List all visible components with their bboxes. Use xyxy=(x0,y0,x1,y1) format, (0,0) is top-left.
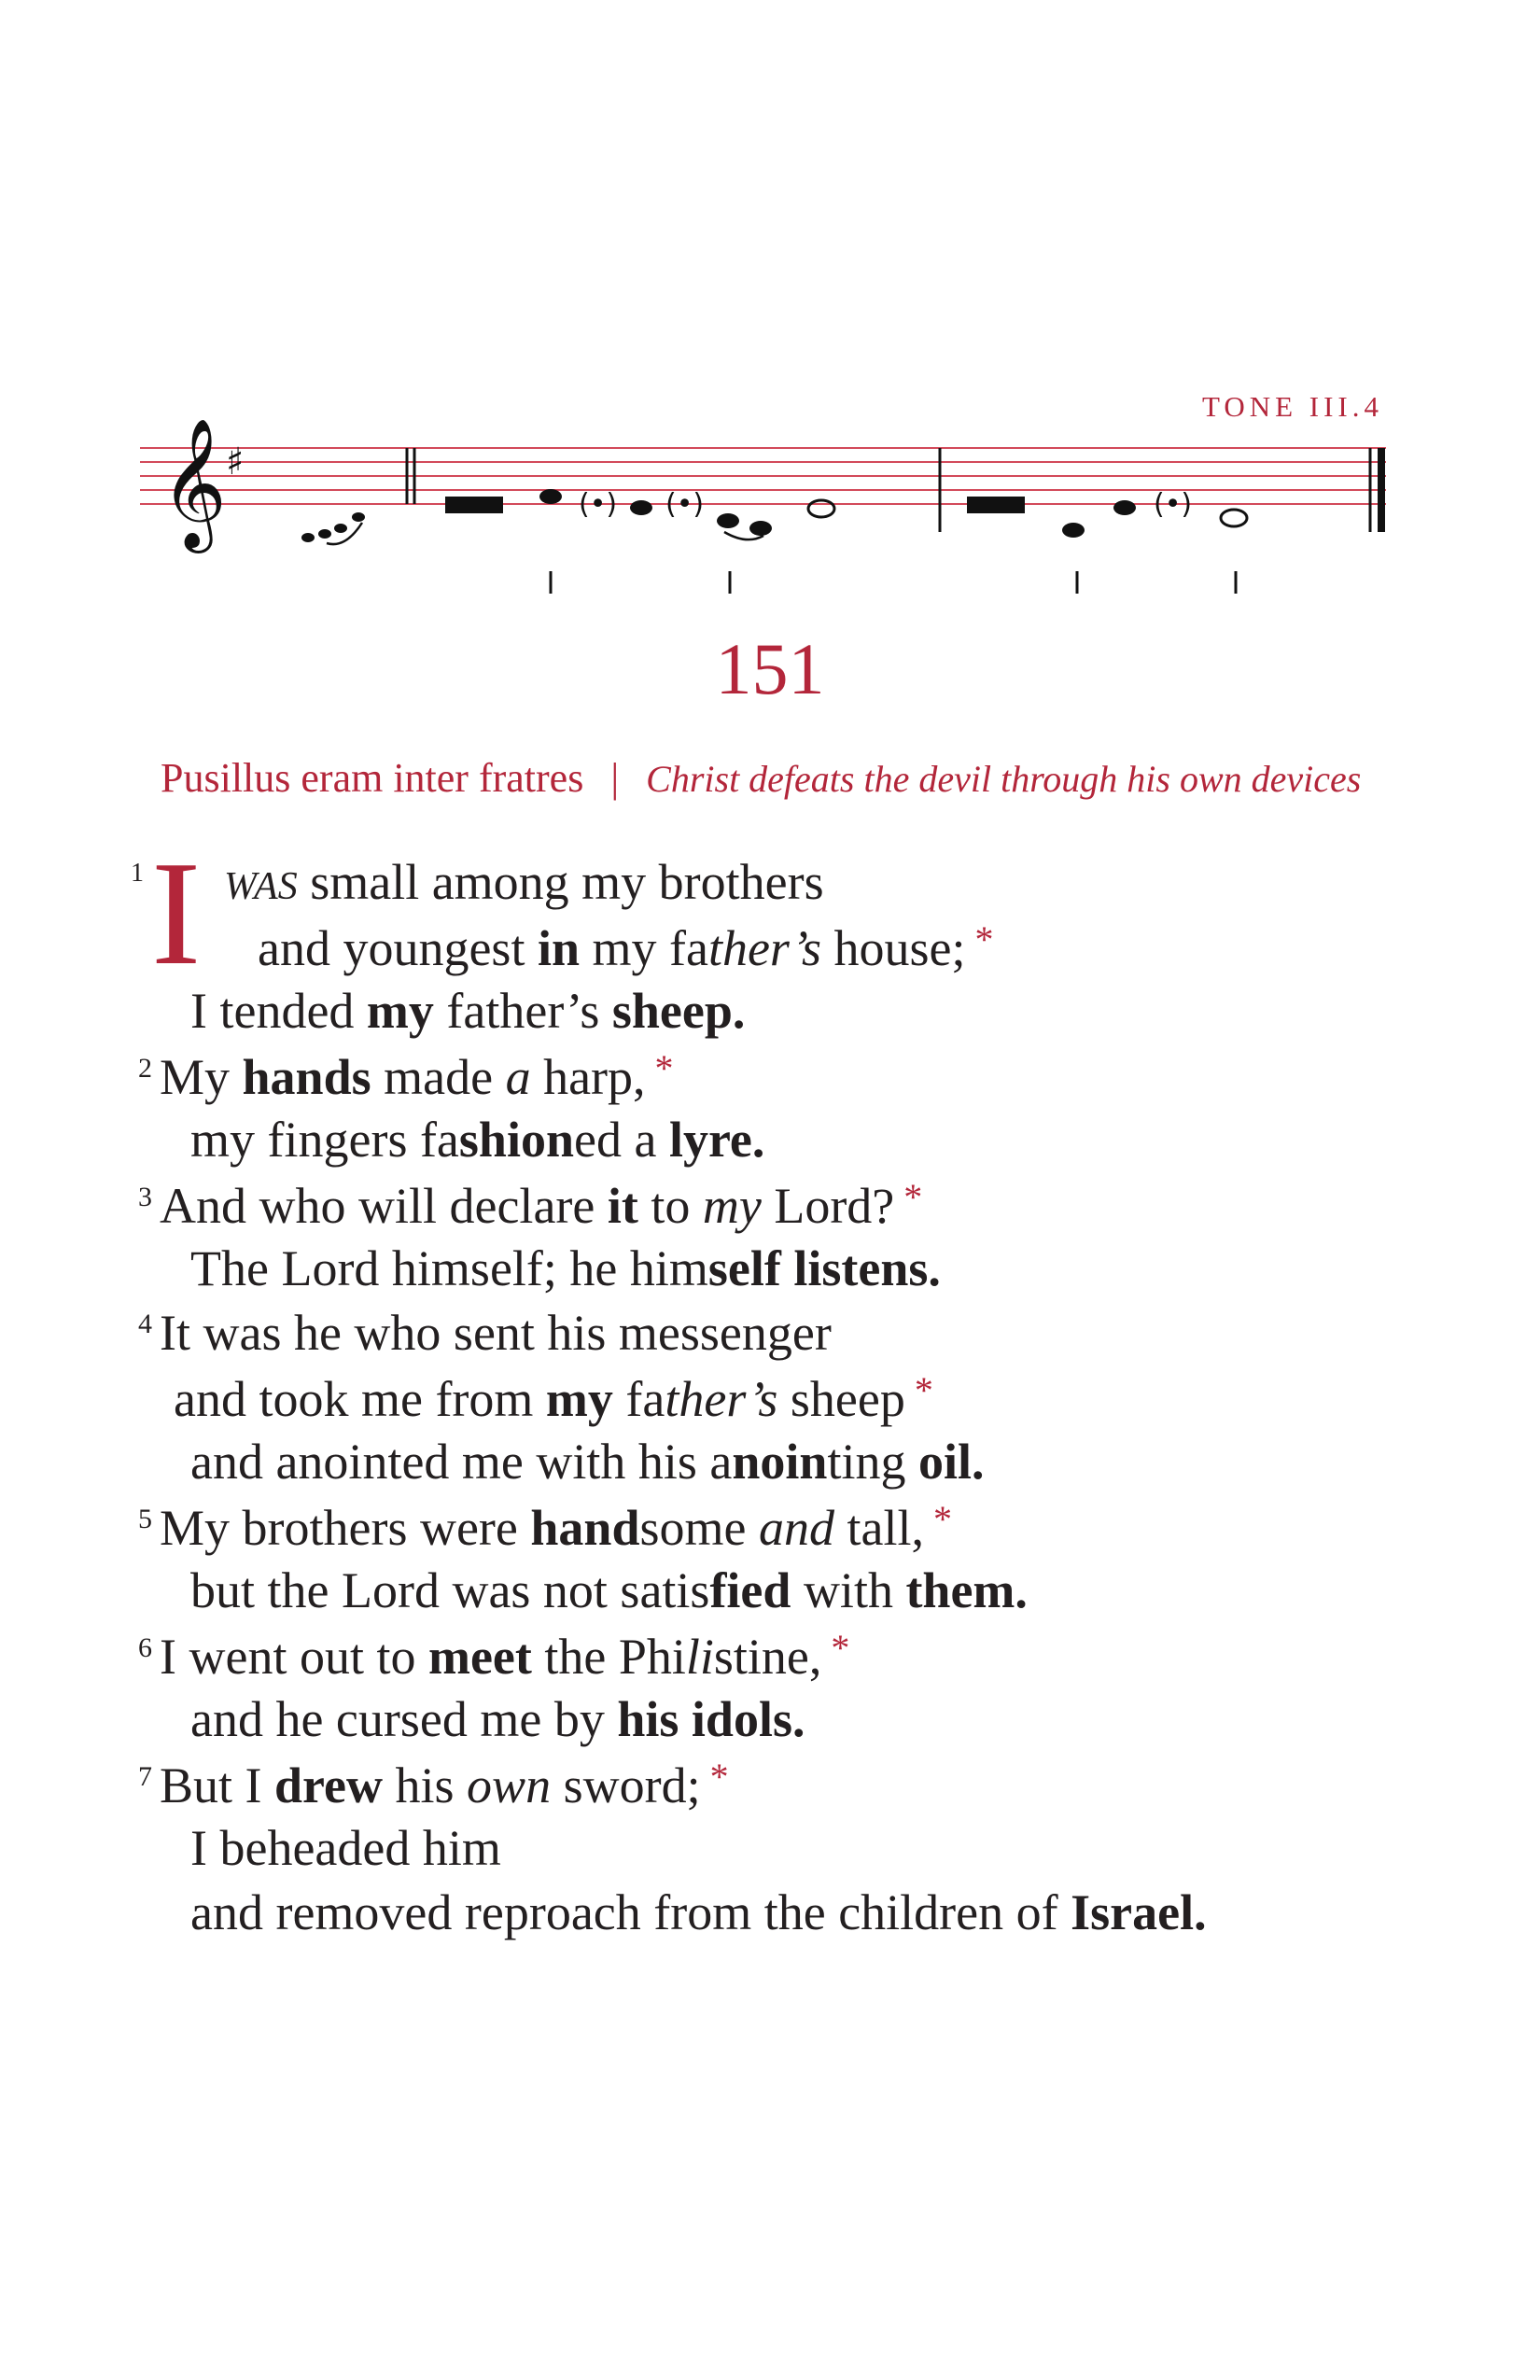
verse-text: lyre. xyxy=(668,1112,765,1168)
asterisk-mark: * xyxy=(914,1369,933,1411)
verse-text: The Lord himself; he him xyxy=(190,1240,708,1296)
asterisk-mark: * xyxy=(974,918,994,960)
asterisk-mark: * xyxy=(903,1176,923,1218)
verse-text: and removed reproach from the children of xyxy=(190,1884,1071,1940)
psalm-number: 151 xyxy=(715,628,825,709)
drop-cap: I xyxy=(151,830,202,996)
verse-line xyxy=(190,1820,501,1876)
verse-text: Israel. xyxy=(1071,1884,1207,1940)
verse-text: and took me from xyxy=(174,1371,546,1427)
verse-text: sheep. xyxy=(611,983,746,1039)
verse-text: WAS xyxy=(224,865,298,908)
verse-text: I tended xyxy=(190,983,367,1039)
verse-text: and youngest xyxy=(258,920,538,976)
verse-line xyxy=(174,1369,933,1427)
verse-text: and anointed me with his a xyxy=(190,1434,733,1490)
asterisk-mark: * xyxy=(932,1498,952,1540)
verse-text: Lord? xyxy=(761,1178,895,1234)
verse-text: My xyxy=(160,1049,243,1105)
verse-text: idols. xyxy=(691,1691,805,1747)
verse-text: to xyxy=(637,1178,703,1234)
antiphon-subtitle: Christ defeats the devil through his own devices xyxy=(646,758,1362,800)
verse-text: I beheaded him xyxy=(190,1820,501,1876)
verse-text: and xyxy=(759,1500,834,1556)
verse-text: ther’s xyxy=(707,920,821,976)
verse-line xyxy=(190,1434,985,1490)
verse-text: his xyxy=(383,1757,468,1813)
verse-text: hand xyxy=(530,1500,640,1556)
verse-number: 3 xyxy=(138,1182,152,1212)
verse-text: my xyxy=(545,1371,613,1427)
verse-text: noin xyxy=(732,1434,828,1490)
verse-text: a xyxy=(505,1049,531,1105)
verse-number: 6 xyxy=(138,1632,152,1663)
verse-text: self xyxy=(707,1240,781,1296)
verse-text: My brothers were xyxy=(160,1500,531,1556)
verse-text: tall, xyxy=(834,1500,924,1556)
verse-text: but the Lord was not satis xyxy=(190,1562,710,1618)
verse-text: my fingers fa xyxy=(190,1112,459,1168)
verse-line xyxy=(138,1498,952,1556)
verse-text: small among my brothers xyxy=(297,854,824,910)
antiphon-header xyxy=(161,754,1383,802)
verse-number: 4 xyxy=(138,1309,152,1339)
verse-text: I went out to xyxy=(160,1629,428,1685)
verse-line xyxy=(138,1047,674,1105)
verse-text: own xyxy=(467,1757,552,1813)
antiphon-separator: | xyxy=(610,755,620,801)
verse-text: my xyxy=(702,1178,762,1234)
verse-number: 2 xyxy=(138,1053,152,1084)
verse-text: it xyxy=(607,1178,638,1234)
verse-line xyxy=(190,1240,941,1296)
svg-text:(•): (•) xyxy=(1154,488,1193,521)
verse-line xyxy=(190,1691,805,1747)
verse-text: It was he who sent his messenger xyxy=(160,1305,832,1361)
verse-text: sword; xyxy=(551,1757,701,1813)
verse-text: some xyxy=(639,1500,759,1556)
verse-text: with xyxy=(791,1562,906,1618)
verse-line xyxy=(138,1758,729,1811)
verse-text: meet xyxy=(427,1629,532,1685)
verse-line xyxy=(138,1627,850,1685)
asterisk-mark: * xyxy=(709,1756,729,1798)
verse-line xyxy=(190,1112,765,1168)
verse-text: ed a xyxy=(574,1112,669,1168)
verse-text: father’s xyxy=(433,983,612,1039)
sharp-sign-icon: ♯ xyxy=(226,441,245,483)
verse-line xyxy=(138,1176,923,1234)
verse-line xyxy=(138,1305,832,1361)
asterisk-mark: * xyxy=(654,1047,674,1089)
verse-text: oil. xyxy=(917,1434,985,1490)
verse-number: 5 xyxy=(138,1504,152,1534)
verse-text: my xyxy=(366,983,434,1039)
verse-text: and he cursed me by xyxy=(190,1691,618,1747)
verse-line xyxy=(190,1562,1028,1618)
verse-text: fied xyxy=(709,1562,791,1618)
asterisk-mark: * xyxy=(831,1627,850,1669)
verse-line xyxy=(190,983,746,1039)
verse-text: shion xyxy=(458,1112,574,1168)
verse-text: hands xyxy=(242,1049,371,1105)
verse-text: But I xyxy=(160,1757,275,1813)
verse-text: li xyxy=(685,1629,714,1685)
intonation-notes xyxy=(301,512,365,544)
chant-staff xyxy=(140,411,1400,607)
verse-text: ther’s xyxy=(665,1371,778,1427)
verse-text: them. xyxy=(905,1562,1028,1618)
verse-text: harp, xyxy=(530,1049,646,1105)
verse-text: ting xyxy=(827,1434,918,1490)
verse-text: his xyxy=(617,1691,679,1747)
verse-text: made xyxy=(371,1049,506,1105)
verse-text: in xyxy=(537,920,580,976)
staff-lines xyxy=(140,448,1386,504)
verse-number: 7 xyxy=(138,1761,152,1792)
verse-text: house; xyxy=(820,920,966,976)
svg-text:(•): (•) xyxy=(665,488,705,521)
verse-number-1: 1 xyxy=(131,859,144,888)
verse-line xyxy=(224,854,824,910)
verse-text: fa xyxy=(612,1371,665,1427)
verse-text: the Phi xyxy=(531,1629,686,1685)
verse-line xyxy=(190,1884,1207,1940)
svg-text:(•): (•) xyxy=(579,488,618,521)
verse-text: drew xyxy=(274,1757,384,1813)
treble-clef-icon: 𝄞 xyxy=(161,418,227,548)
verse-text xyxy=(781,1240,794,1296)
verse-text: And who will declare xyxy=(160,1178,608,1234)
verse-text: sheep xyxy=(777,1371,905,1427)
verse-line xyxy=(258,918,994,976)
verse-text: stine, xyxy=(713,1629,822,1685)
verse-text: my fa xyxy=(580,920,708,976)
verse-text xyxy=(679,1691,692,1747)
tone-label: TONE III.4 xyxy=(1201,390,1383,423)
verse-text: listens. xyxy=(793,1240,941,1296)
antiphon-latin: Pusillus eram inter fratres xyxy=(161,755,584,801)
